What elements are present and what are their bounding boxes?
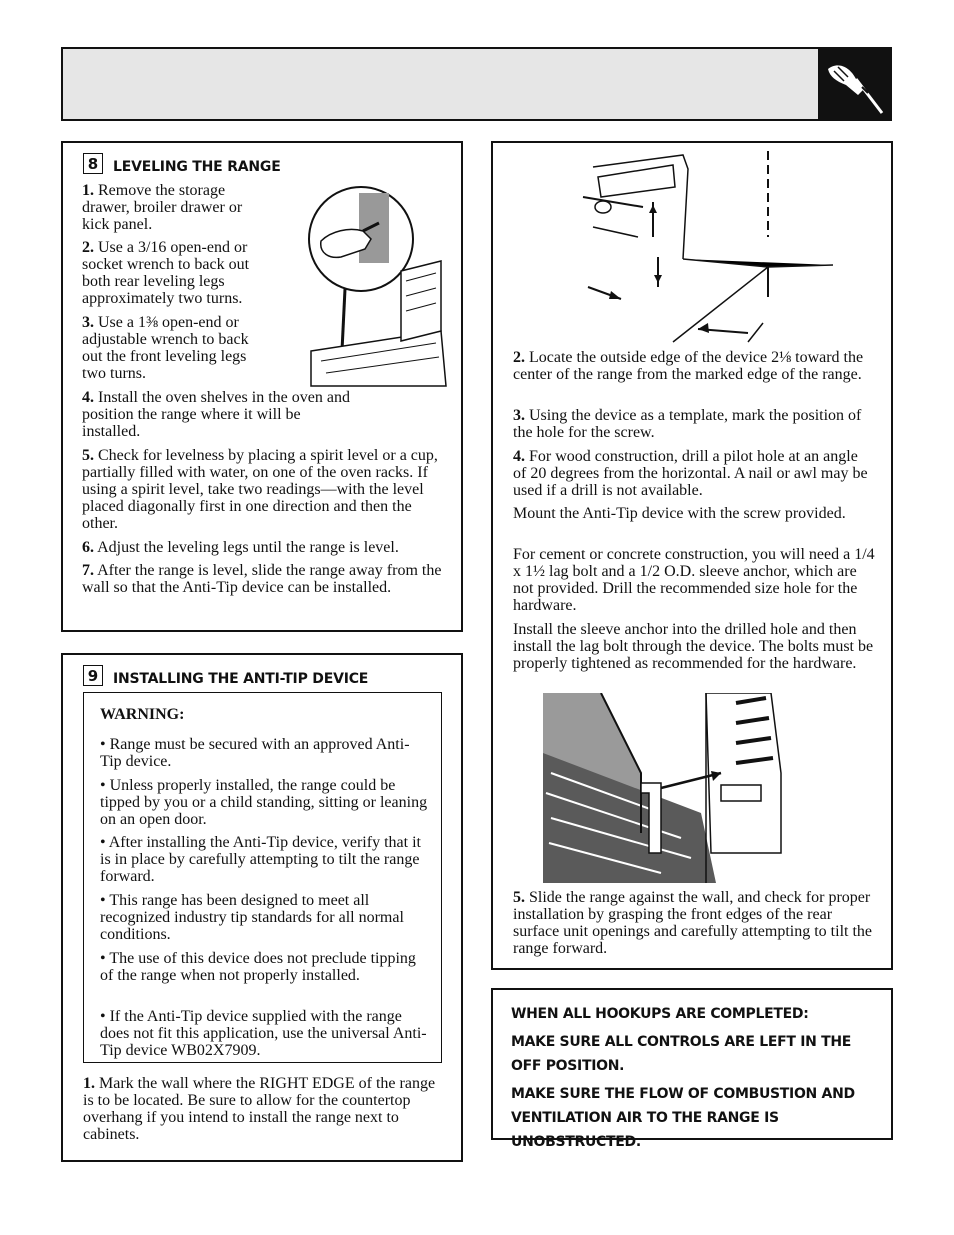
sleeve-anchor-instruction: Install the sleeve anchor into the drilled hole and then install the lag bolt through the device. The bolts must be properly tightened as recommended for the hardware. bbox=[513, 621, 874, 672]
section-title: LEVELING THE RANGE bbox=[113, 159, 281, 175]
leveling-leg-illustration bbox=[301, 181, 451, 391]
step-5: 5. Check for levelness by placing a spirit level or a cup, partially filled with water, on one of the oven racks. If using a spirit level, take two readings—with the level placed diagonally first in one direction and then the other. bbox=[82, 447, 438, 532]
hookups-completed-box bbox=[491, 988, 893, 1150]
step-4: 4. Install the oven shelves in the oven and position the range where it will be installed. bbox=[82, 389, 350, 440]
step-1: 1. Remove the storage drawer, broiler drawer or kick panel. bbox=[82, 182, 243, 233]
step-6: 6. Adjust the leveling legs until the range is level. bbox=[82, 539, 399, 556]
step-7: 7. After the range is level, slide the range away from the wall so that the Anti-Tip device can be installed. bbox=[82, 562, 442, 596]
step-1: 1. Mark the wall where the RIGHT EDGE of the range is to be located. Be sure to allow for the countertop overhang if you intend to install the range next to cabinets. bbox=[83, 1075, 436, 1143]
section-9-box bbox=[61, 653, 463, 1162]
step-4: 4. For wood construction, drill a pilot hole at an angle of 20 degrees from the horizontal. A nail or awl may be used if a drill is not available. bbox=[513, 448, 868, 499]
warning-item: • Range must be secured with an approved Anti-Tip device. bbox=[100, 736, 410, 770]
step-3: 3. Using the device as a template, mark the position of the hole for the screw. bbox=[513, 407, 862, 441]
section-title: INSTALLING THE ANTI-TIP DEVICE bbox=[113, 671, 369, 687]
warning-item: • After installing the Anti-Tip device, verify that it is in place by carefully attempting to tilt the range forward. bbox=[100, 834, 421, 885]
warning-item: • This range has been designed to meet all recognized industry tip standards for all normal conditions. bbox=[100, 892, 404, 943]
step-5: 5. Slide the range against the wall, and check for proper installation by grasping the front edges of the rear surface unit openings and carefully attempting to tilt the range forward. bbox=[513, 889, 873, 957]
anti-tip-device-illustration bbox=[563, 147, 843, 347]
controls-off-notice: MAKE SURE ALL CONTROLS ARE LEFT IN THE OFF POSITION. bbox=[511, 1034, 852, 1074]
section-8-box bbox=[61, 141, 463, 632]
warning-item: • Unless properly installed, the range could be tipped by you or a child standing, sitting or leaning on an open door. bbox=[100, 777, 428, 828]
hand-screwdriver-icon bbox=[818, 49, 890, 121]
ventilation-notice: MAKE SURE THE FLOW OF COMBUSTION AND VENTILATION AIR TO THE RANGE IS UNOBSTRUCTED. bbox=[511, 1086, 855, 1150]
step-2: 2. Use a 3/16 open-end or socket wrench to back out both rear leveling legs approximately two turns. bbox=[82, 239, 250, 307]
warning-title: WARNING: bbox=[100, 706, 185, 723]
mount-instruction: Mount the Anti-Tip device with the screw provided. bbox=[513, 505, 846, 522]
warning-box bbox=[83, 692, 442, 1063]
range-against-wall-illustration bbox=[541, 693, 831, 883]
header-bar bbox=[61, 47, 892, 121]
warning-item: • If the Anti-Tip device supplied with the range does not fit this application, use the universal Anti-Tip device WB02X7909. bbox=[100, 1008, 427, 1059]
hookups-heading: WHEN ALL HOOKUPS ARE COMPLETED: bbox=[511, 1006, 809, 1022]
cement-instruction: For cement or concrete construction, you will need a 1/4 x 1½ lag bolt and a 1/2 O.D. sleeve anchor, which are not provided. Drill the recommended size hole for the hardware. bbox=[513, 546, 875, 614]
anti-tip-instructions-box bbox=[491, 141, 893, 970]
section-number-badge: 8 bbox=[83, 153, 103, 174]
step-3: 3. Use a 1⅜ open-end or adjustable wrench to back out the front leveling legs two turns. bbox=[82, 314, 249, 382]
section-number-badge: 9 bbox=[83, 665, 103, 686]
step-2: 2. Locate the outside edge of the device 2⅛ toward the center of the range from the marked edge of the range. bbox=[513, 349, 864, 383]
warning-item: • The use of this device does not preclude tipping of the range when not properly installed. bbox=[100, 950, 416, 984]
